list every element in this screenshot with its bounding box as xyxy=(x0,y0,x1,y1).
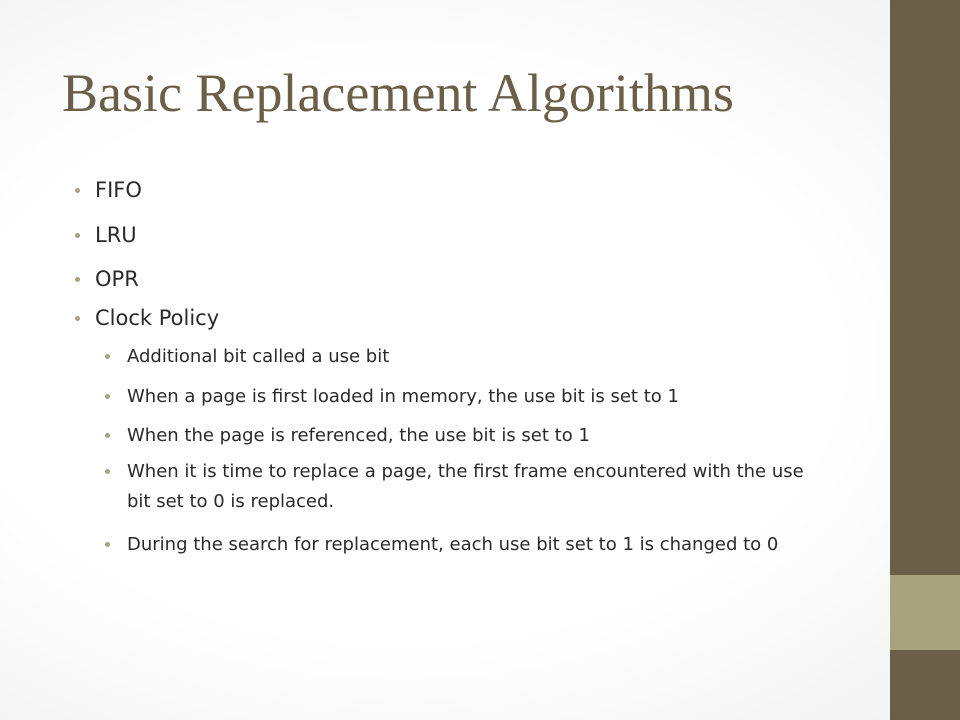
bullet-text: FIFO xyxy=(95,178,142,202)
slide-title: Basic Replacement Algorithms xyxy=(62,63,734,123)
sidebar-band-top xyxy=(890,0,960,575)
bullet-dot-icon xyxy=(105,469,110,474)
bullet-item-lru xyxy=(95,223,137,247)
sub-bullet-item xyxy=(127,421,807,451)
sub-bullet-item xyxy=(127,457,807,517)
sub-bullet-text: When the page is referenced, the use bit is set to 1 xyxy=(127,425,590,446)
sub-bullet-item xyxy=(127,382,807,412)
bullet-text: OPR xyxy=(95,267,139,291)
bullet-item-fifo xyxy=(95,178,142,202)
bullet-item-clock-policy xyxy=(95,306,219,330)
bullet-dot-icon xyxy=(75,277,80,282)
decorative-sidebar xyxy=(890,0,960,720)
bullet-text: Clock Policy xyxy=(95,306,220,330)
sub-bullet-item xyxy=(127,530,807,560)
sub-bullet-text: When a page is first loaded in memory, the use bit is set to 1 xyxy=(127,386,679,407)
bullet-text: LRU xyxy=(95,223,137,247)
sub-bullet-item xyxy=(127,342,807,372)
sidebar-band-middle xyxy=(890,575,960,650)
bullet-dot-icon xyxy=(75,188,80,193)
bullet-dot-icon xyxy=(105,542,110,547)
bullet-dot-icon xyxy=(75,316,80,321)
bullet-item-opr xyxy=(95,267,139,291)
bullet-dot-icon xyxy=(105,433,110,438)
bullet-dot-icon xyxy=(105,354,110,359)
sub-bullet-text: When it is time to replace a page, the first frame encountered with the use bit set to 0 is replaced. xyxy=(127,461,804,512)
sub-bullet-text: During the search for replacement, each use bit set to 1 is changed to 0 xyxy=(127,534,779,555)
bullet-dot-icon xyxy=(75,233,80,238)
bullet-dot-icon xyxy=(105,394,110,399)
sub-bullet-text: Additional bit called a use bit xyxy=(127,346,390,367)
sidebar-band-bottom xyxy=(890,650,960,720)
